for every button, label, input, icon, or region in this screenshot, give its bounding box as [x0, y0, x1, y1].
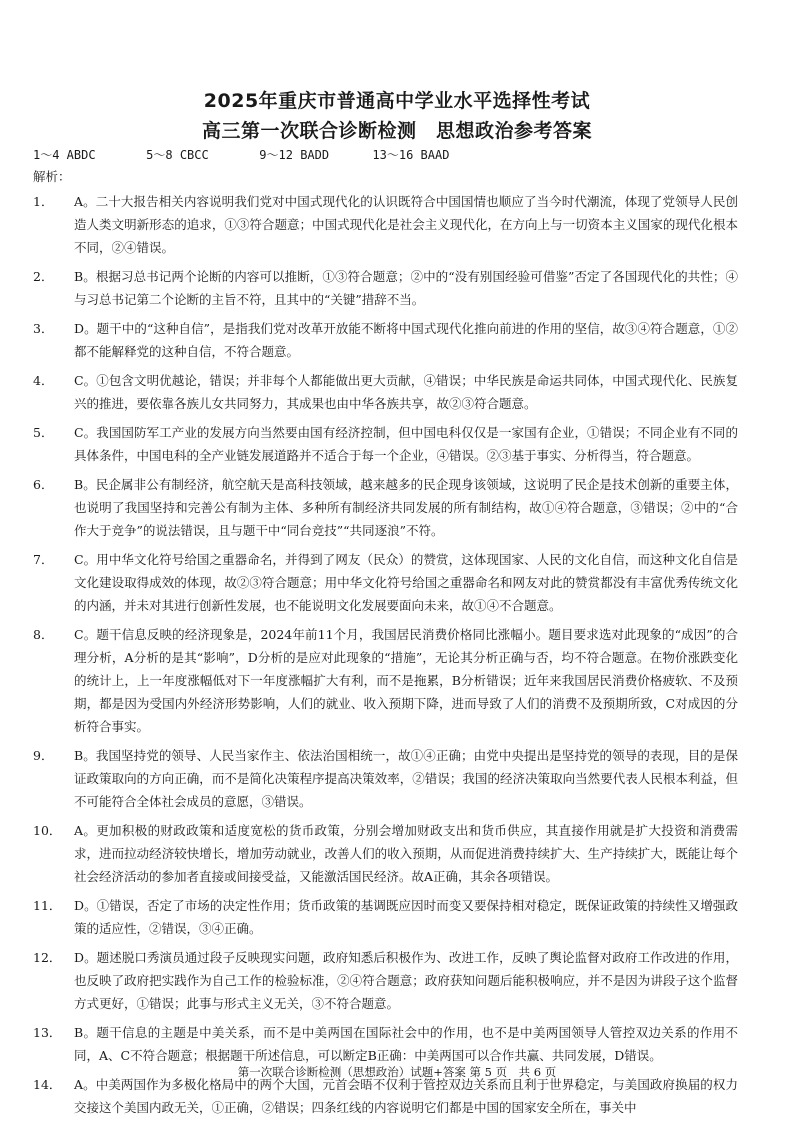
- analysis-item: [33, 317, 738, 363]
- analysis-item: [33, 473, 738, 542]
- item-number: 9．: [33, 748, 54, 763]
- item-number: 2．: [33, 269, 54, 284]
- item-text: C。①包含文明优越论，错误；并非每个人都能做出更大贡献，④错误；中华民族是命运共同体，中国式现代化、民族复兴的推进，要依靠各族儿女共同努力，其成果也由中华各族共享，故②③符合题意。: [74, 373, 738, 411]
- analysis-item: [33, 1021, 738, 1067]
- analysis-label: 解析：: [33, 169, 71, 184]
- analysis-item: [33, 421, 738, 467]
- item-text: C。用中华文化符号给国之重器命名，并得到了网友（民众）的赞赏，这体现国家、人民的文化自信，而这种文化自信是文化建设取得成效的体现，故②③符合题意；用中华文化符号给国之重器命名和网友对此的赞赏都没有丰富优秀传统文化的内涵，并未对其进行创新性发展，也不能说明文化发展要面向未来，故①④不合题意。: [74, 552, 738, 613]
- analysis-item: [33, 819, 738, 888]
- item-text: C。题干信息反映的经济现象是，2024年前11个月，我国居民消费价格同比涨幅小。题目要求选对此现象的“成因”的合理分析，A分析的是其“影响”，D分析的是应对此现象的“措施”，无论其分析正确与否，均不符合题意。在物价涨跌变化的统计上，上一年度涨幅低对下一年度涨幅扩大有利，而不是拖累，B分析错误；近年来我国居民消费价格疲软、不及预期，都是因为受国内外经济形势影响，人们的就业、收入预期下降，进而导致了人们的消费不及预期所致，C对成因的分析符合事实。: [74, 627, 738, 734]
- analysis-item: [33, 946, 738, 1015]
- item-number: 3．: [33, 321, 54, 336]
- item-text: A。二十大报告相关内容说明我们党对中国式现代化的认识既符合中国国情也顺应了当今时代潮流，体现了党领导人民创造人类文明新形态的追求，①③符合题意；中国式现代化是社会主义现代化，在方向上与一切资本主义国家的现代化根本不同，②④错误。: [74, 194, 738, 255]
- item-text: B。根据习总书记两个论断的内容可以推断，①③符合题意；②中的“没有别国经验可借鉴”否定了各国现代化的共性；④与习总书记第二个论断的主旨不符，且其中的“关键”措辞不当。: [74, 269, 738, 307]
- item-number: 1．: [33, 194, 54, 209]
- analysis-list: [33, 190, 738, 1125]
- item-number: 4．: [33, 373, 54, 388]
- item-text: D。①错误，否定了市场的决定性作用；货币政策的基调既应因时而变又要保持相对稳定，既保证政策的持续性又增强政策的适应性，②错误，③④正确。: [74, 898, 738, 936]
- item-number: 13．: [33, 1025, 62, 1040]
- item-number: 10．: [33, 823, 62, 838]
- analysis-item: [33, 894, 738, 940]
- item-text: D。题干中的“这种自信”，是指我们党对改革开放能不断将中国式现代化推向前进的作用的坚信，故③④符合题意，①②都不能解释党的这种自信，不符合题意。: [74, 321, 738, 359]
- exam-subtitle: 高三第一次联合诊断检测 思想政治参考答案: [201, 120, 592, 142]
- analysis-item: [33, 744, 738, 813]
- item-text: A。更加积极的财政政策和适度宽松的货币政策，分别会增加财政支出和货币供应，其直接作用就是扩大投资和消费需求，进而拉动经济较快增长，增加劳动就业，改善人们的收入预期，从而促进消费持续扩大、生产持续扩大，既能让每个社会经济活动的参加者直接或间接受益，又能激活国民经济。故A正确，其余各项错误。: [74, 823, 738, 884]
- answer-key-line: 1～4 ABDC 5～8 CBCC 9～12 BADD 13～16 BAAD: [33, 148, 450, 162]
- item-number: 14．: [33, 1077, 62, 1092]
- item-text: C。我国国防军工产业的发展方向当然要由国有经济控制，但中国电科仅仅是一家国有企业，①错误；不同企业有不同的具体条件，中国电科的全产业链发展道路并不适合于每一个企业，④错误。②③基于事实、分析得当，符合题意。: [74, 425, 738, 463]
- item-number: 8．: [33, 627, 54, 642]
- analysis-item: [33, 265, 738, 311]
- item-text: B。题干信息的主题是中美关系，而不是中美两国在国际社会中的作用，也不是中美两国领导人管控双边关系的作用不同，A、C不符合题意；根据题干所述信息，可以断定B正确：中美两国可以合作共赢、共同发展，D错误。: [74, 1025, 738, 1063]
- analysis-item: [33, 369, 738, 415]
- analysis-item: [33, 548, 738, 617]
- exam-title: 2025年重庆市普通高中学业水平选择性考试: [203, 90, 591, 112]
- item-number: 5．: [33, 425, 54, 440]
- item-number: 6．: [33, 477, 54, 492]
- item-text: B。民企属非公有制经济，航空航天是高科技领域，越来越多的民企现身该领域，这说明了民企是技术创新的重要主体，也说明了我国坚持和完善公有制为主体、多种所有制经济共同发展的所有制结构，故①④符合题意，③错误；②中的“合作大于竞争”的说法错误，且与题干中“同台竞技”“共同逐浪”不符。: [74, 477, 738, 538]
- item-text: B。我国坚持党的领导、人民当家作主、依法治国相统一，故①④正确；由党中央提出是坚持党的领导的表现，目的是保证政策取向的方向正确，而不是简化决策程序提高决策效率，②错误；我国的经济决策取向当然要代表人民根本利益，但不可能符合全体社会成员的意愿，③错误。: [74, 748, 738, 809]
- item-number: 7．: [33, 552, 54, 567]
- item-text: D。题述脱口秀演员通过段子反映现实问题，政府知悉后积极作为、改进工作，反映了舆论监督对政府工作改进的作用，也反映了政府把实践作为自己工作的检验标准，②④符合题意；政府获知问题后能积极响应，并不是因为讲段子这个监督方式更好，①错误；此事与形式主义无关，③不符合题意。: [74, 950, 738, 1011]
- page-footer: 第一次联合诊断检测（思想政治）试题+答案 第 5 页 共 6 页: [237, 1065, 557, 1079]
- item-number: 12．: [33, 950, 62, 965]
- analysis-item: [33, 623, 738, 738]
- analysis-item: [33, 190, 738, 259]
- item-text: A。中美两国作为多极化格局中的两个大国，元首会晤不仅利于管控双边关系而且利于世界稳定，与美国政府换届的权力交接这个美国内政无关，①正确，②错误；四条红线的内容说明它们都是中国的国家安全所在，事关中: [74, 1077, 738, 1115]
- item-number: 11．: [33, 898, 62, 913]
